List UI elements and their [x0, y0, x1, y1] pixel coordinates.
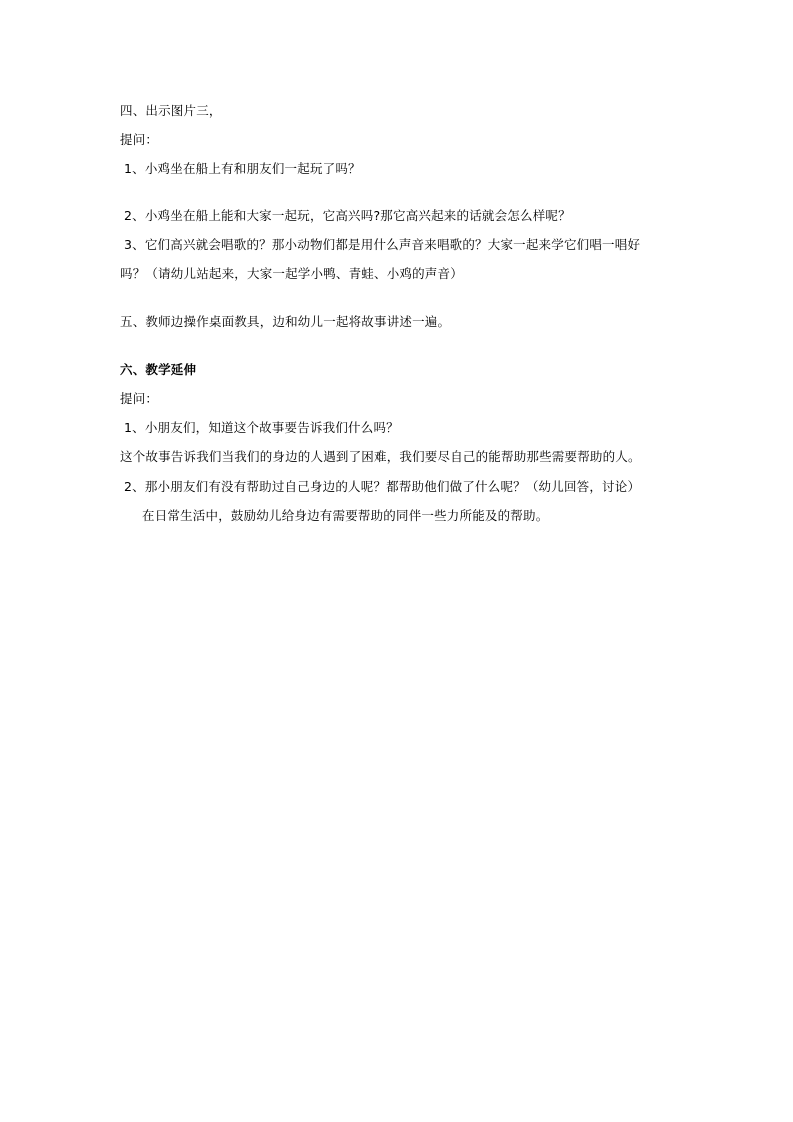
question-item-3-continued: 吗？（请幼儿站起来，大家一起学小鸭、青蛙、小鸡的声音） — [120, 266, 463, 281]
extension-answer-1: 这个故事告诉我们当我们的身边的人遇到了困难，我们要尽自己的能帮助那些需要帮助的人。 — [120, 449, 641, 464]
question-label: 提问： — [120, 132, 159, 147]
question-item-1: 1、小鸡坐在船上有和朋友们一起玩了吗？ — [124, 161, 361, 176]
section-five-heading: 五、教师边操作桌面教具，边和幼儿一起将故事讲述一遍。 — [120, 314, 451, 329]
extension-question-1: 1、小朋友们，知道这个故事要告诉我们什么吗？ — [124, 420, 399, 435]
extension-question-2: 2、那小朋友们有没有帮助过自己身边的人呢？都帮助他们做了什么呢？（幼儿回答，讨论） — [124, 479, 641, 494]
extension-note: 在日常生活中，鼓励幼儿给身边有需要帮助的同伴一些力所能及的帮助。 — [142, 508, 549, 523]
section-four-heading: 四、出示图片三， — [120, 103, 222, 118]
question-item-3: 3、它们高兴就会唱歌的？那小动物们都是用什么声音来唱歌的？大家一起来学它们唱一唱好 — [124, 237, 641, 252]
section-six-heading: 六、教学延伸 — [120, 362, 197, 377]
question-label-2: 提问： — [120, 391, 159, 406]
question-item-2: 2、小鸡坐在船上能和大家一起玩，它高兴吗?那它高兴起来的话就会怎么样呢？ — [124, 208, 571, 223]
